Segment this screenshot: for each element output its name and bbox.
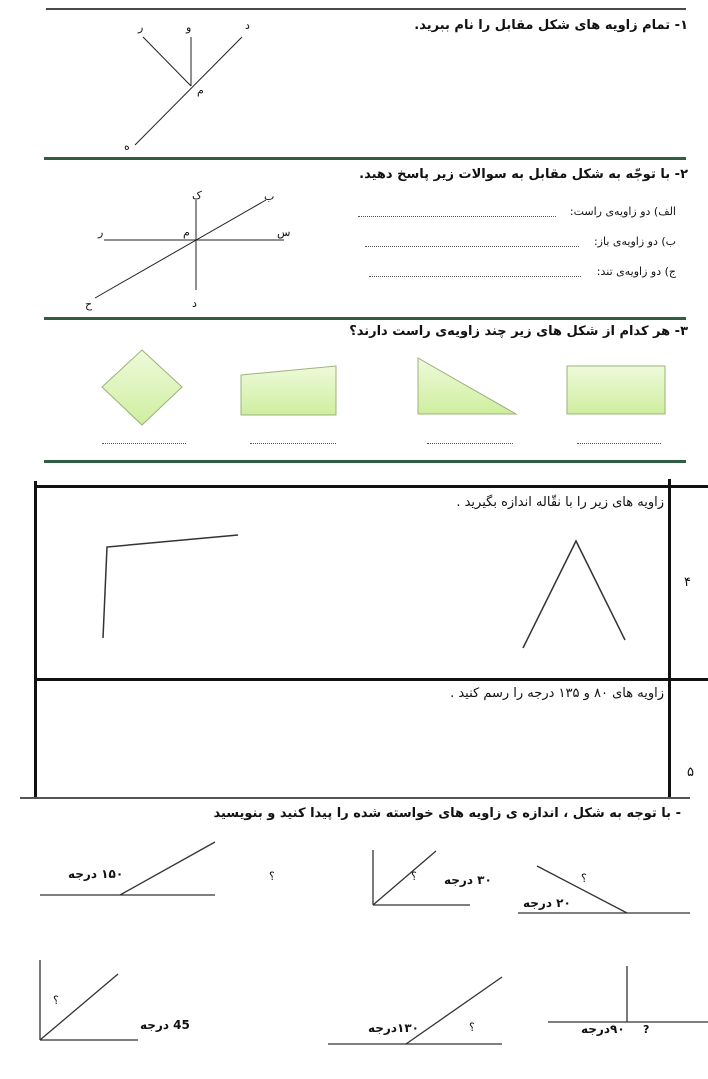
q2-item-obtuse-angles: ب) دو زاویه‌ی باز: [593,235,676,248]
q6-title: - با توجه به شکل ، اندازه ی زاویه های خواسته شده را پیدا کنید و بنویسید [213,806,681,821]
fig2-known-angle: ۳۰ درجه [444,873,492,887]
q1-label-h: ه [124,140,130,153]
q1-title: ۱- تمام زاویه های شکل مقابل را نام ببرید. [414,18,688,33]
q2-item-right-angles: الف) دو زاویه‌ی راست: [569,205,676,218]
fig5-known-angle: ۱۳۰درجه [368,1021,419,1035]
q1-label-v: و [186,21,192,34]
q5-text: زاویه های ۸۰ و ۱۳۵ درجه را رسم کنید . [450,686,664,701]
q2-label-h: ح [85,298,93,311]
fig5-unknown-angle: ؟ [469,1021,475,1034]
q2-label-d: د [192,297,197,310]
fig3-unknown-angle: ؟ [581,872,587,885]
q2-item-acute-angles: ج) دو زاویه‌ی تند: [596,265,676,278]
fig4-unknown-angle: ؟ [53,994,59,1007]
q4-text: زاویه های زیر را با نقّاله اندازه بگیرید . [456,495,664,510]
fig3-known-angle: ۲۰ درجه [523,896,571,910]
q1-label-m: م [197,84,204,97]
q2-label-m: م [183,226,190,239]
q4-number: ۴ [684,575,691,590]
q2-label-r: ر [98,226,104,239]
fig6-known-angle: ۹۰درجه [581,1022,625,1036]
q5-number: ۵ [687,765,694,780]
q1-label-r: ر [138,21,144,34]
q3-title: ۳- هر کدام از شکل های زیر چند زاویه‌ی راست دارند؟ [349,324,688,339]
q1-label-d: د [245,19,250,32]
fig6-unknown-angle: ? [643,1023,650,1036]
fig1-unknown-angle: ؟ [269,870,275,883]
fig2-unknown-angle: ؟ [411,870,417,883]
fig4-known-angle: 45 درجه [140,1018,190,1032]
fig1-known-angle: ۱۵۰ درجه [68,867,124,881]
q2-label-k: ک [192,189,202,202]
q2-label-b: ب [264,190,275,203]
q2-title: ۲- با توجّه به شکل مقابل به سوالات زیر پاسخ دهید. [359,167,688,182]
q2-label-s: س [277,226,291,239]
